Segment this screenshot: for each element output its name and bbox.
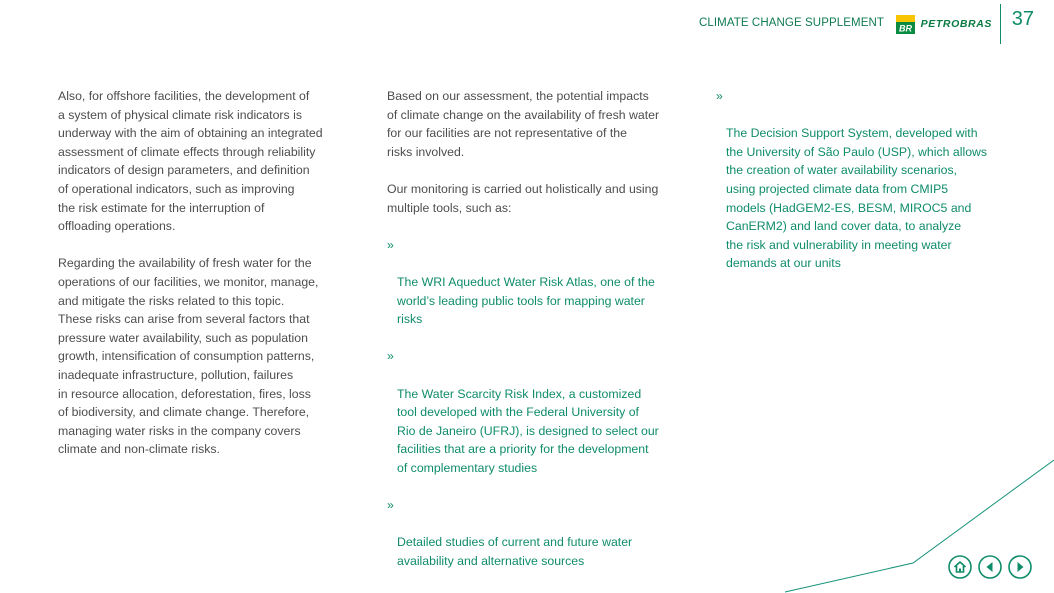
- body-paragraph: Also, for offshore facilities, the development of a system of physical climate risk indicators is underway with the aim of obtaining an integrated assessment of climate effects through reliability indicators of design parameters, and definition of operational indicators, such as improving the risk estimate for the interruption of offloading operations.: [58, 89, 323, 234]
- bullet-item: [387, 236, 687, 329]
- body-paragraph: Our monitoring is carried out holistically and using multiple tools, such as:: [387, 181, 659, 215]
- column-left: [58, 87, 348, 477]
- bullet-item: [716, 87, 1016, 273]
- bullet-text: Detailed studies of current and future water availability and alternative sources: [397, 535, 633, 568]
- body-paragraph: Based on our assessment, the potential impacts of climate change on the availability of fresh water for our facilities are not representative of the risks involved.: [387, 89, 660, 159]
- bullet-marker: »: [716, 89, 723, 103]
- bullet-text: The WRI Aqueduct Water Risk Atlas, one of the world’s leading public tools for mapping water risks: [397, 274, 655, 327]
- page-number: 37: [1011, 8, 1034, 30]
- body-paragraph: Regarding the availability of fresh water for the operations of our facilities, we monitor, manage, and mitigate the risks related to this topic. These risks can arise from several factors that pressure water availability, such as population growth, intensification of consumption patterns, inadequate infrastructure, pollution, failures in resource allocation, deforestation, fires, loss of biodiversity, and climate change. Therefore, managing water risks in the company covers climate and non-climate risks.: [58, 256, 319, 457]
- supplement-title: CLIMATE CHANGE SUPPLEMENT: [698, 17, 884, 29]
- bullet-marker: »: [387, 237, 394, 252]
- bullet-item: [387, 496, 687, 570]
- column-right: [716, 87, 1016, 292]
- arrow-right-icon[interactable]: [1008, 555, 1032, 579]
- page-navigation: [948, 555, 1032, 579]
- bullet-text: The Water Scarcity Risk Index, a customized tool developed with the Federal University of Rio de Janeiro (UFRJ), is designed to select our facilities that are a priority for the development of complementary studies: [397, 386, 659, 475]
- bullet-marker: »: [387, 349, 394, 364]
- bullet-marker: »: [387, 498, 394, 513]
- column-middle: [387, 87, 687, 589]
- logo-wordmark: PETROBRAS: [920, 18, 992, 30]
- logo-mark-letters: BR: [898, 23, 912, 33]
- arrow-left-icon[interactable]: [978, 555, 1002, 579]
- bullet-text: The Decision Support System, developed with the University of São Paulo (USP), which allows the creation of water availability scenarios, using projected climate data from CMIP5 models (HadGEM2-ES, BESM, MIROC5 and CanERM2) and land cover data, to analyze the risk and vulnerability in meeting water demands at our units: [726, 126, 988, 271]
- home-icon[interactable]: [948, 555, 972, 579]
- bullet-item: [387, 347, 687, 477]
